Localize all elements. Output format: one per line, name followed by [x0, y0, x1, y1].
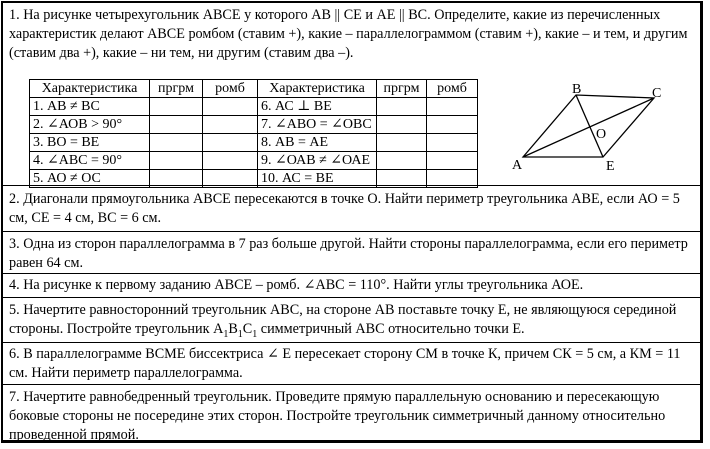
table-row	[30, 170, 478, 188]
header-rhombus-1: ромб	[203, 80, 258, 98]
answer-cell[interactable]	[377, 134, 427, 152]
point-c1: С	[242, 321, 253, 337]
table-row	[30, 152, 478, 170]
answer-cell[interactable]	[377, 152, 427, 170]
parallelogram-diagram	[512, 82, 675, 174]
answer-cell[interactable]	[377, 170, 427, 188]
task-2-text: 2. Диагонали прямоугольника АВСЕ пересекаются в точке О. Найти периметр треугольника АВЕ, если АО = 5 см, СЕ = 4 см, ВС = 6 см.	[9, 191, 680, 226]
header-rhombus-2: ромб	[427, 80, 478, 98]
header-characteristic-1: Характеристика	[30, 80, 150, 98]
answer-cell[interactable]	[203, 152, 258, 170]
answer-cell[interactable]	[427, 152, 478, 170]
task-2	[3, 186, 700, 232]
answer-cell[interactable]	[377, 116, 427, 134]
diagonal-be	[576, 95, 603, 157]
task-7	[3, 385, 700, 441]
table-header-row	[30, 80, 478, 98]
answer-cell[interactable]	[427, 116, 478, 134]
answer-cell[interactable]	[427, 98, 478, 116]
table-row	[30, 134, 478, 152]
header-parallelogram-2: пргрм	[377, 80, 427, 98]
answer-cell[interactable]	[427, 134, 478, 152]
label-c: C	[652, 86, 662, 101]
table-cell: 8. АВ = АЕ	[258, 134, 377, 152]
table-cell: 5. АО ≠ ОС	[30, 170, 150, 188]
table-cell: 9. ∠ОАВ ≠ ∠ОАЕ	[258, 152, 377, 170]
answer-cell[interactable]	[150, 170, 203, 188]
answer-cell[interactable]	[203, 134, 258, 152]
table-cell: 1. АВ ≠ ВС	[30, 98, 150, 116]
answer-cell[interactable]	[150, 152, 203, 170]
characteristics-table	[29, 79, 478, 188]
task-5-line2: симметричный АВС относительно точки Е.	[257, 321, 525, 337]
table-cell: 10. АС = ВЕ	[258, 170, 377, 188]
point-b1: В	[228, 321, 238, 337]
answer-cell[interactable]	[427, 170, 478, 188]
table-cell: 2. ∠АОВ > 90°	[30, 116, 150, 134]
point-a1: А	[213, 321, 224, 337]
table-cell: 6. АС ⊥ ВЕ	[258, 98, 377, 116]
worksheet	[1, 1, 703, 443]
label-o: O	[596, 127, 607, 142]
task-7-text: 7. Начертите равнобедренный треугольник. Проведите прямую параллельную основанию и пересекающую боковые стороны не посередине этих сторон. Постройте треугольник симметричный данному относительно проведенной прямой.	[9, 389, 666, 443]
point-b1-sub: 1	[237, 328, 243, 340]
table-cell: 7. ∠АВО = ∠ОВС	[258, 116, 377, 134]
task-3-text: 3. Одна из сторон параллелограмма в 7 раз больше другой. Найти стороны параллелограмма, если его периметр равен 64 см.	[9, 236, 688, 271]
diagonal-ac	[523, 98, 654, 157]
task-4	[3, 274, 700, 298]
answer-cell[interactable]	[203, 170, 258, 188]
task-1	[3, 3, 700, 186]
answer-cell[interactable]	[150, 116, 203, 134]
task-5-line1: 5. Начертите равносторонний треугольник АВС, на стороне АВ поставьте точку Е, не являющуюся серединой стороны. Постройте треугольник	[9, 302, 677, 337]
answer-cell[interactable]	[203, 116, 258, 134]
table-cell: 3. ВО = ВЕ	[30, 134, 150, 152]
point-c1-sub: 1	[252, 328, 258, 340]
task-5-text	[9, 301, 694, 339]
answer-cell[interactable]	[203, 98, 258, 116]
label-e: E	[606, 159, 615, 174]
answer-cell[interactable]	[150, 134, 203, 152]
table-cell: 4. ∠АВС = 90°	[30, 152, 150, 170]
answer-cell[interactable]	[150, 98, 203, 116]
answer-cell[interactable]	[377, 98, 427, 116]
task-1-text: 1. На рисунке четырехугольник АВСЕ у которого АВ || СЕ и АЕ || ВС. Определите, какие из перечисленных характеристик делают АВСЕ ромбом (ставим +), какие – параллелограммом (ставим +), какие – и тем, и другим (ставим два +), какие – ни тем, ни другим (ставим два –).	[9, 7, 688, 61]
task-3	[3, 232, 700, 274]
header-characteristic-2: Характеристика	[258, 80, 377, 98]
task-5	[3, 298, 700, 343]
label-a: A	[512, 158, 523, 173]
table-row	[30, 116, 478, 134]
task-4-text: 4. На рисунке к первому заданию АВСЕ – ромб. ∠АВС = 110°. Найти углы треугольника АОЕ.	[9, 277, 584, 293]
table-row	[30, 98, 478, 116]
task-6	[3, 343, 700, 385]
header-parallelogram-1: пргрм	[150, 80, 203, 98]
task-6-text: 6. В параллелограмме ВСМЕ биссектриса ∠ Е пересекает сторону СМ в точке К, причем СК = 5 см, а КМ = 11 см. Найти периметр параллелограмма.	[9, 346, 681, 381]
label-b: B	[572, 82, 582, 97]
point-a1-sub: 1	[223, 328, 229, 340]
